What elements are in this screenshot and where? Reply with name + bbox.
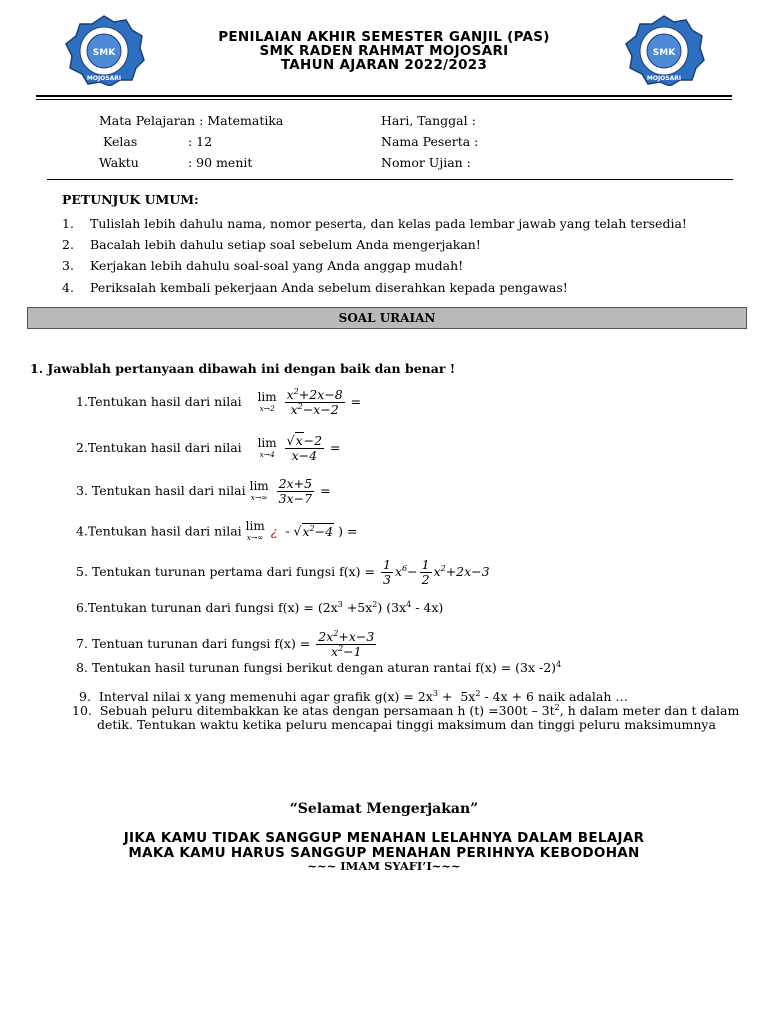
question-8: 8. Tentukan hasil turunan fungsi berikut dengan aturan rantai f(x) = (3x -2)$^4$: [76, 660, 562, 675]
question-4: 4.Tentukan hasil dari nilai lim x→∞ ¿ - $√x^2-4$ ) =: [76, 519, 358, 542]
section-bar: SOAL URAIAN: [27, 307, 747, 329]
subject-label: Mata Pelajaran : Matematika: [99, 113, 284, 128]
time-value: : 90 menit: [188, 155, 253, 170]
closing-greeting: “Selamat Mengerjakan”: [289, 801, 479, 817]
instructions-title: PETUNJUK UMUM:: [62, 192, 199, 207]
instruction-item: 1. Tulislah lebih dahulu nama, nomor peserta, dan kelas pada lembar jawab yang telah tersedia!: [62, 216, 687, 231]
svg-text:MOJOSARI: MOJOSARI: [86, 75, 122, 82]
instruction-item: 2. Bacalah lebih dahulu setiap soal sebelum Anda mengerjakan!: [62, 237, 481, 252]
header-divider-thin: [36, 99, 732, 100]
class-label: Kelas: [103, 134, 138, 149]
school-logo-left: [62, 14, 146, 86]
closing-quote-line-2: MAKA KAMU HARUS SANGGUP MENAHAN PERIHNYA KEBODOHAN: [128, 845, 640, 861]
svg-text:SMK: SMK: [652, 48, 676, 58]
question-1: 1.Tentukan hasil dari nilai lim x→2 $\frac{x^2+2x-8}{x^2-x-2}$ =: [76, 387, 362, 417]
header-school: SMK RADEN RAHMAT MOJOSARI: [259, 43, 509, 59]
class-value: : 12: [188, 134, 213, 149]
question-6: 6.Tentukan turunan dari fungsi $f(x) = (2x^3 +5x^2)$ $(3x^4 - 4x)$: [76, 600, 444, 615]
info-divider: [47, 179, 733, 180]
question-10: 10. Sebuah peluru ditembakkan ke atas dengan persamaan h $(t) =300t - 3t^2$, h dalam meter dan t dalam: [72, 703, 740, 718]
student-name-label: Nama Peserta :: [381, 134, 479, 149]
question-9: 9. Interval nilai x yang memenuhi agar grafik $g(x) = 2x^3 + 5x^2 - 4x + 6$ naik adalah …: [79, 689, 628, 704]
quote-author: ~~~ IMAM SYAFI’I~~~: [307, 859, 461, 873]
instruction-item: 3. Kerjakan lebih dahulu soal-soal yang Anda anggap mudah!: [62, 258, 464, 273]
main-instruction: 1. Jawablah pertanyaan dibawah ini dengan baik dan benar !: [30, 361, 456, 376]
school-logo-right: [622, 14, 706, 86]
header-year: TAHUN AJARAN 2022/2023: [280, 57, 488, 73]
question-7: 7. Tentuan turunan dari fungsi f(x) = $\frac{2x^2+x-3}{x^2-1}$: [76, 629, 375, 659]
question-2: 2.Tentukan hasil dari nilai lim x→4 $\frac{√x-2}{x-4}$ =: [76, 433, 341, 463]
time-label: Waktu: [99, 155, 139, 170]
header-title: PENILAIAN AKHIR SEMESTER GANJIL (PAS): [218, 29, 550, 45]
header-divider-thick: [36, 95, 732, 97]
question-10-continued: detik. Tentukan waktu ketika peluru mencapai tinggi maksimum dan tinggi peluru maksimumnya: [97, 717, 716, 732]
instruction-item: 4. Periksalah kembali pekerjaan Anda sebelum diserahkan kepada pengawas!: [62, 280, 568, 295]
question-3: 3. Tentukan hasil dari nilai lim x→∞ $\frac{2x+5}{3x-7}$ =: [76, 476, 331, 506]
exam-number-label: Nomor Ujian :: [381, 155, 471, 170]
closing-quote-line-1: JIKA KAMU TIDAK SANGGUP MENAHAN LELAHNYA DALAM BELAJAR: [123, 830, 645, 846]
question-5: 5. Tentukan turunan pertama dari fungsi f(x) = $\frac{1}{3}$ $x^6-$ $\frac{1}{2}$ $x^2+2x-3$: [76, 557, 490, 587]
date-label: Hari, Tanggal :: [381, 113, 476, 128]
document-header: [150, 30, 618, 72]
svg-text:MOJOSARI: MOJOSARI: [646, 75, 682, 82]
svg-text:SMK: SMK: [92, 48, 116, 58]
